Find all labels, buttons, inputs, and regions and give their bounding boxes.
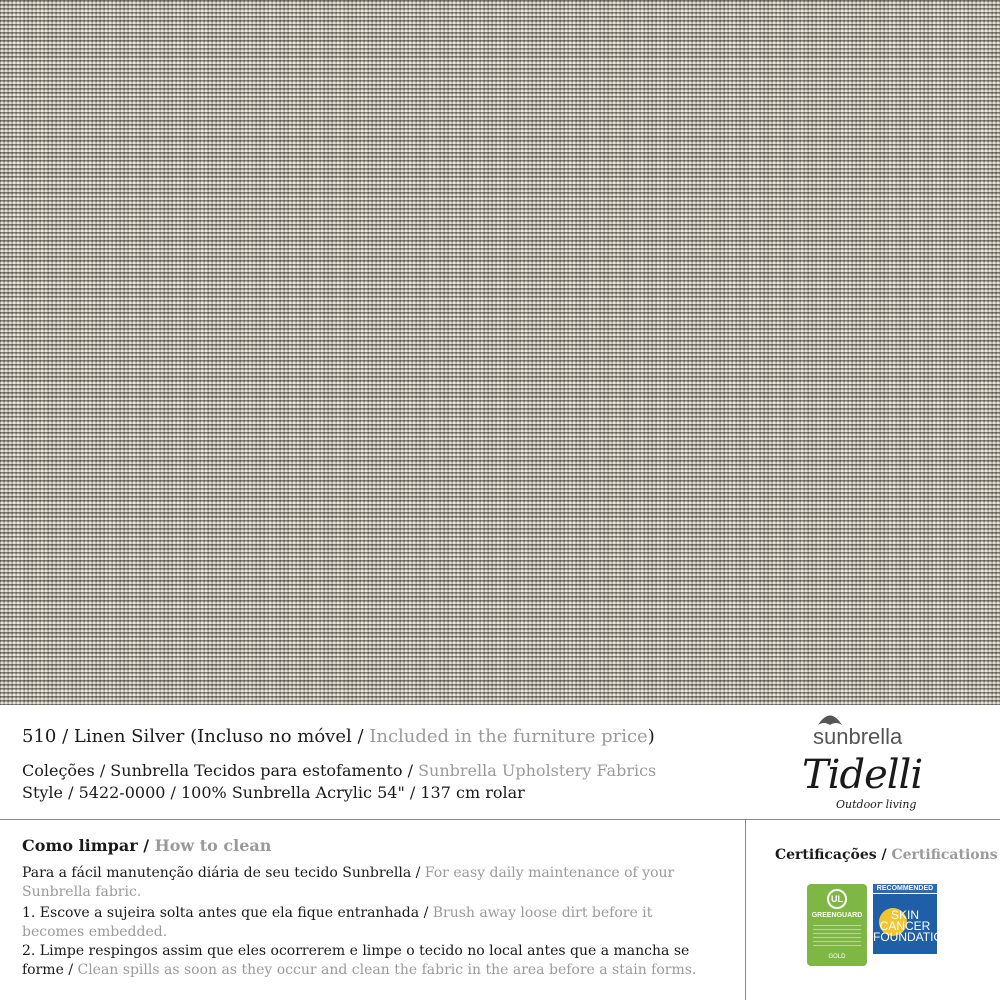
- sunbrella-logo: sunbrella: [813, 712, 933, 748]
- collections-line: Coleções / Sunbrella Tecidos para estofamento / Sunbrella Upholstery Fabrics: [22, 761, 657, 780]
- style-line: Style / 5422-0000 / 100% Sunbrella Acrylic 54" / 137 cm rolar: [22, 783, 525, 802]
- certifications-title: Certificações / Certifications: [775, 847, 998, 863]
- how-to-clean-title: Como limpar / How to clean: [22, 836, 272, 855]
- product-title-line: 510 / Linen Silver (Incluso no móvel / Included in the furniture price): [22, 726, 655, 747]
- included-note-en: Included in the furniture price: [369, 726, 648, 747]
- cleaning-step-1: 1. Escove a sujeira solta antes que ela fique entranhada / Brush away loose dirt before it becomes embedded.: [22, 905, 653, 940]
- tidelli-logo: Tidelli Outdoor living: [802, 752, 923, 811]
- divider-horizontal: [0, 819, 1000, 820]
- product-name: Linen Silver: [73, 726, 185, 747]
- ul-icon: UL: [827, 889, 847, 909]
- cleaning-step-2: 2. Limpe respingos assim que eles ocorrerem e limpe o tecido no local antes que a mancha se forme / Clean spills as soon as they occur and clean the fabric in the area before a stain forms.: [22, 943, 697, 978]
- greenguard-badge: UL GREENGUARD GOLD: [807, 884, 867, 966]
- cleaning-intro: Para a fácil manutenção diária de seu tecido Sunbrella / For easy daily maintenance of your Sunbrella fabric.: [22, 865, 675, 900]
- product-code: 510: [22, 726, 57, 747]
- skin-cancer-foundation-badge: RECOMMENDED SKIN CANCER FOUNDATION: [873, 884, 937, 966]
- divider-vertical: [745, 819, 746, 1000]
